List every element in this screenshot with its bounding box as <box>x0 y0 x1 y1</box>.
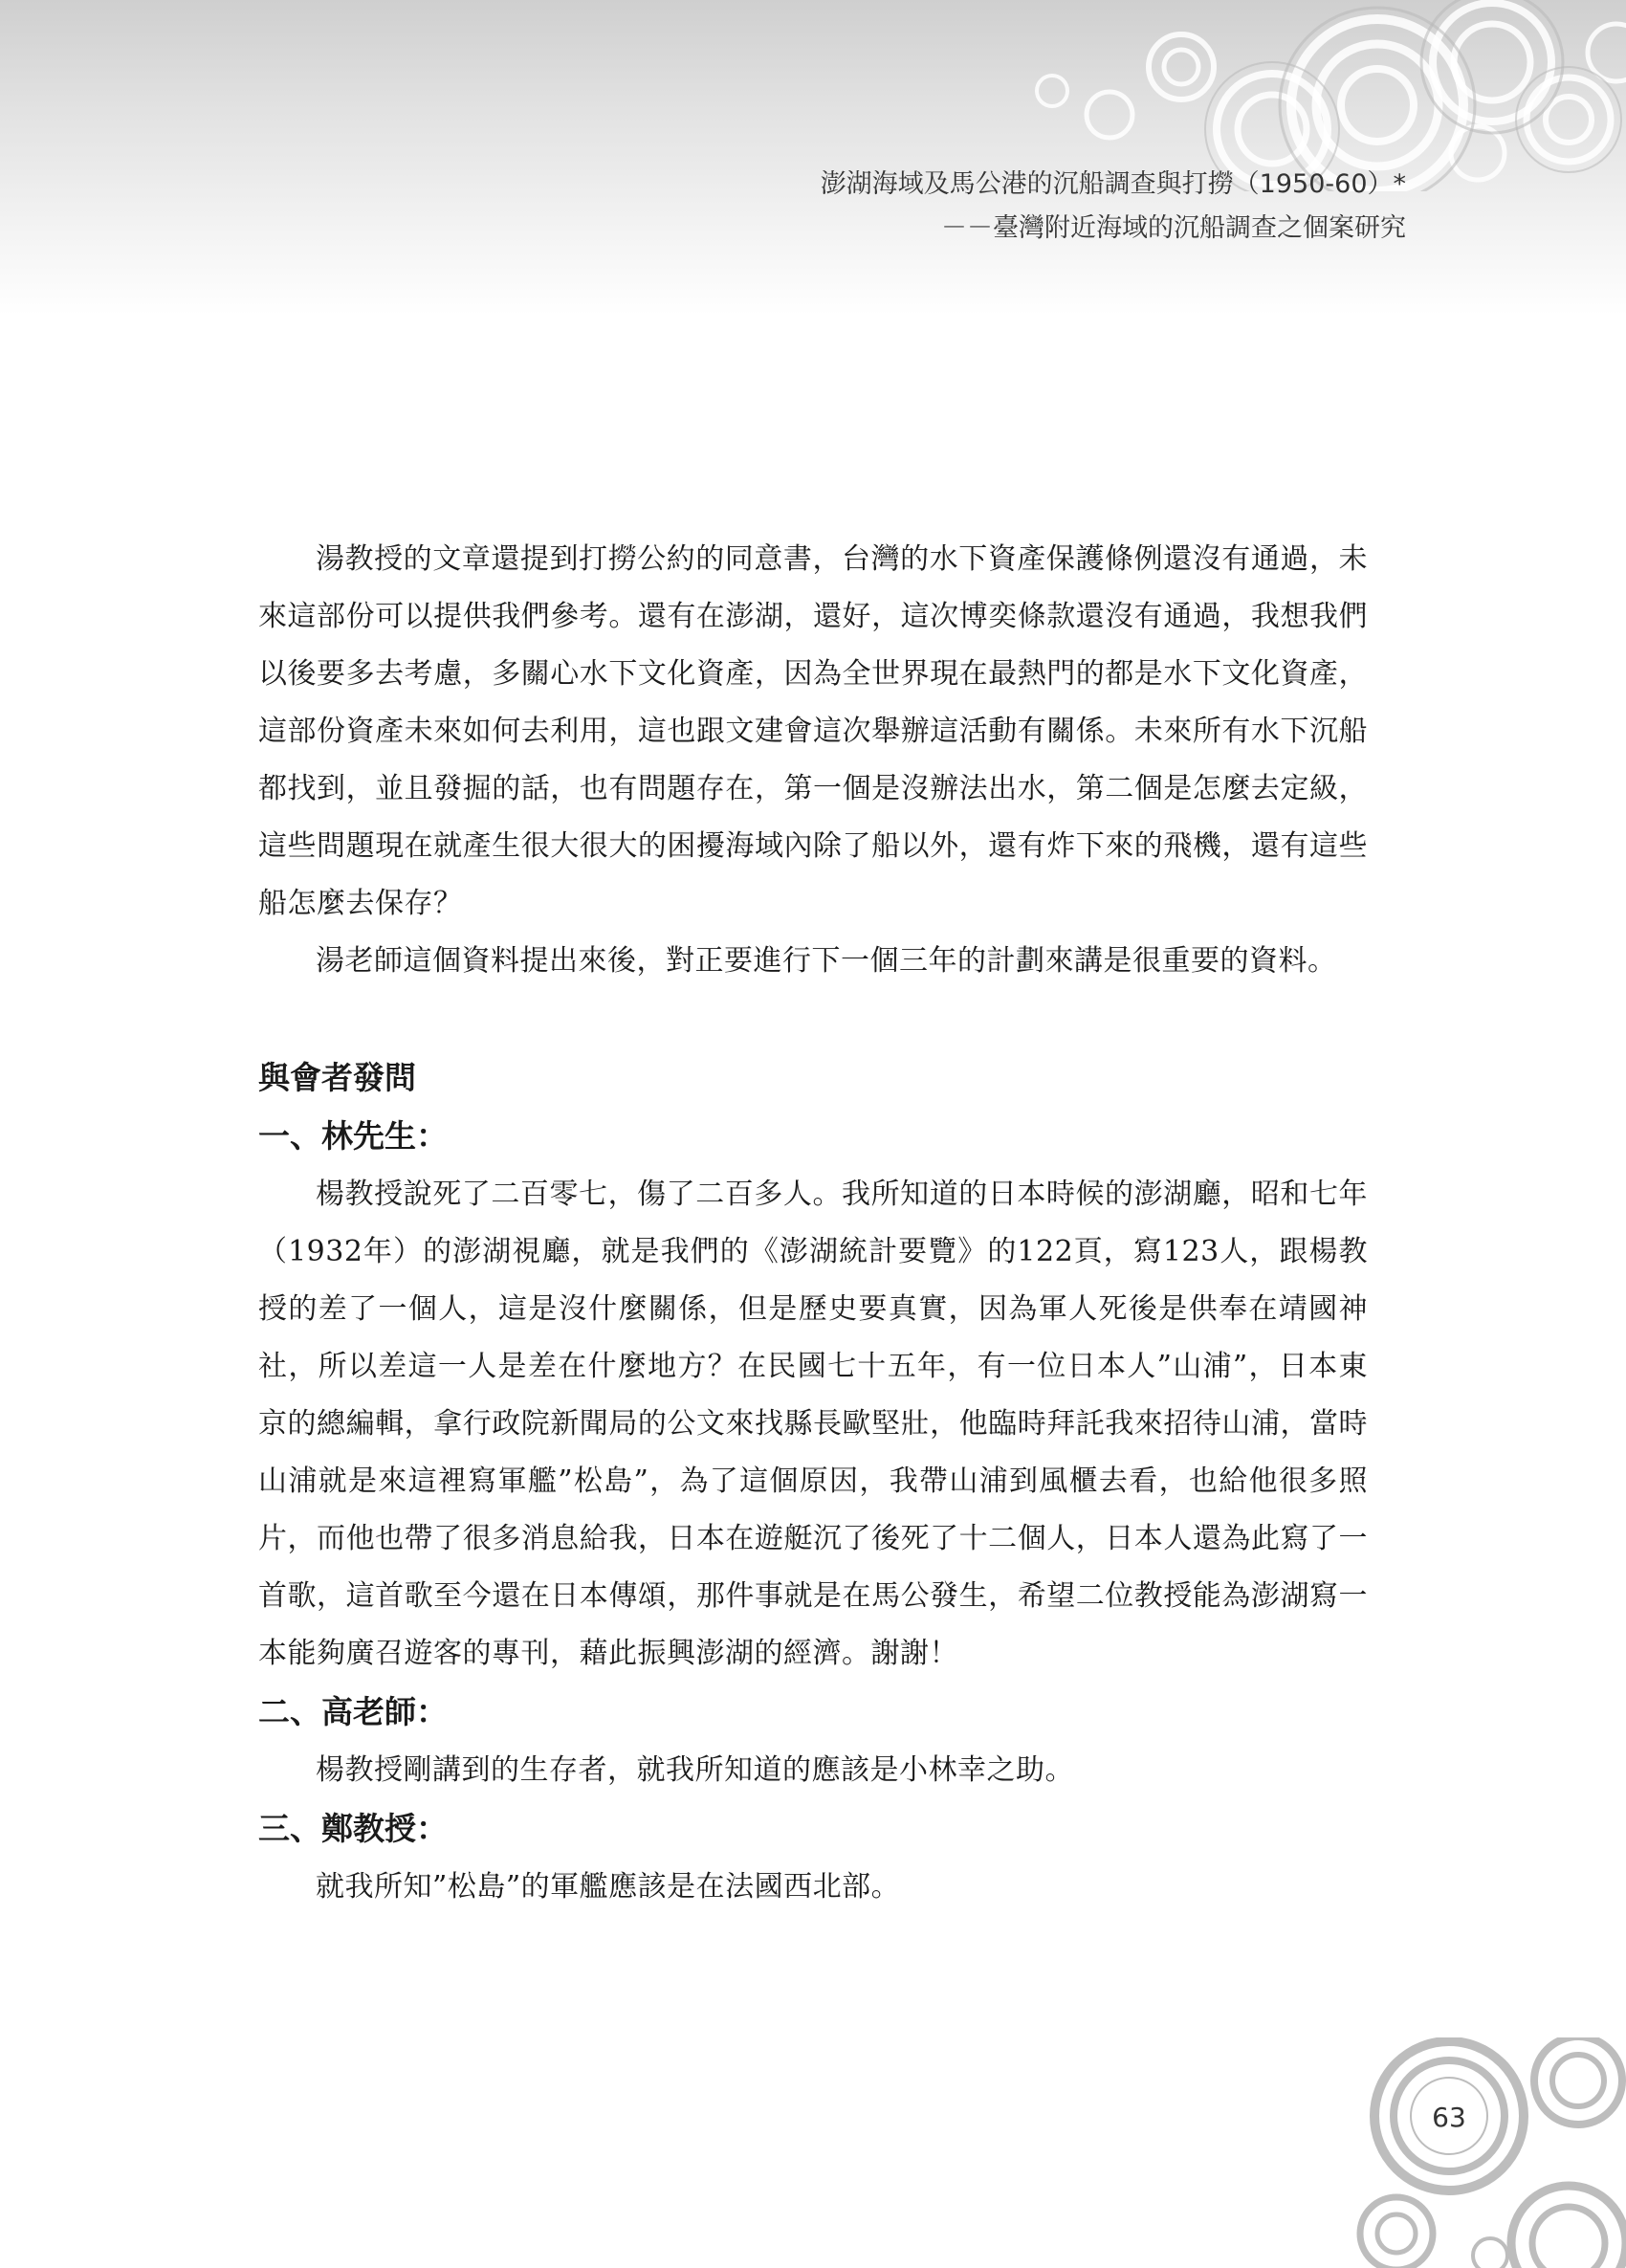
page-number: 63 <box>1432 2102 1466 2133</box>
question-heading: 二、高老師： <box>258 1693 448 1730</box>
question-paragraph: 楊教授說死了二百零七，傷了二百多人。我所知道的日本時候的澎湖廳，昭和七年（1932年）的澎湖視廳，就是我們的《澎湖統計要覽》的122頁，寫123人，跟楊教授的差了一個人，這是沒什麼關係，但是歷史要真實，因為軍人死後是供奉在靖國神社，所以差這一人是差在什麼地方？在民國七十五年，有一位日本人”山浦”，日本東京的總編輯，拿行政院新聞局的公文來找縣長歐堅壯，他臨時拜託我來招待山浦，當時山浦就是來這裡寫軍艦”松島”，為了這個原因，我帶山浦到風櫃去看，也給他很多照片，而他也帶了很多消息給我，日本在遊艇沉了後死了十二個人，日本人還為此寫了一首歌，這首歌至今還在日本傳頌，那件事就是在馬公發生，希望二位教授能為澎湖寫一本能夠廣召遊客的專刊，藉此振興澎湖的經濟。謝謝！ <box>258 1178 1368 1670</box>
paragraph: 湯老師這個資料提出來後，對正要進行下一個三年的計劃來講是很重要的資料。 <box>316 944 1337 978</box>
question-heading: 一、林先生： <box>258 1117 448 1155</box>
running-head <box>821 163 1406 251</box>
paragraph: 湯教授的文章還提到打撈公約的同意書，台灣的水下資產保護條例還沒有通過，未來這部份可以提供我們參考。還有在澎湖，還好，這次博奕條款還沒有通過，我想我們以後要多去考慮，多關心水下文化資產，因為全世界現在最熱門的都是水下文化資產，這部份資產未來如何去利用，這也跟文建會這次舉辦這活動有關係。未來所有水下沉船都找到，並且發掘的話，也有問題存在，第一個是沒辦法出水，第二個是怎麼去定級，這些問題現在就產生很大很大的困擾海域內除了船以外，還有炸下來的飛機，還有這些船怎麼去保存？ <box>258 542 1368 920</box>
body-text <box>258 531 1368 1916</box>
question-paragraph: 就我所知”松島”的軍艦應該是在法國西北部。 <box>316 1870 901 1904</box>
running-head-subtitle: －－臺灣附近海域的沉船調查之個案研究 <box>941 213 1406 243</box>
running-head-title: 澎湖海域及馬公港的沉船調查與打撈（1950-60）* <box>820 169 1406 199</box>
question-paragraph: 楊教授剛講到的生存者，就我所知道的應該是小林幸之助。 <box>316 1753 1074 1787</box>
section-heading: 與會者發問 <box>258 1059 416 1096</box>
question-heading: 三、鄭教授： <box>258 1810 448 1847</box>
footer-circle-decoration <box>1339 2037 1626 2268</box>
